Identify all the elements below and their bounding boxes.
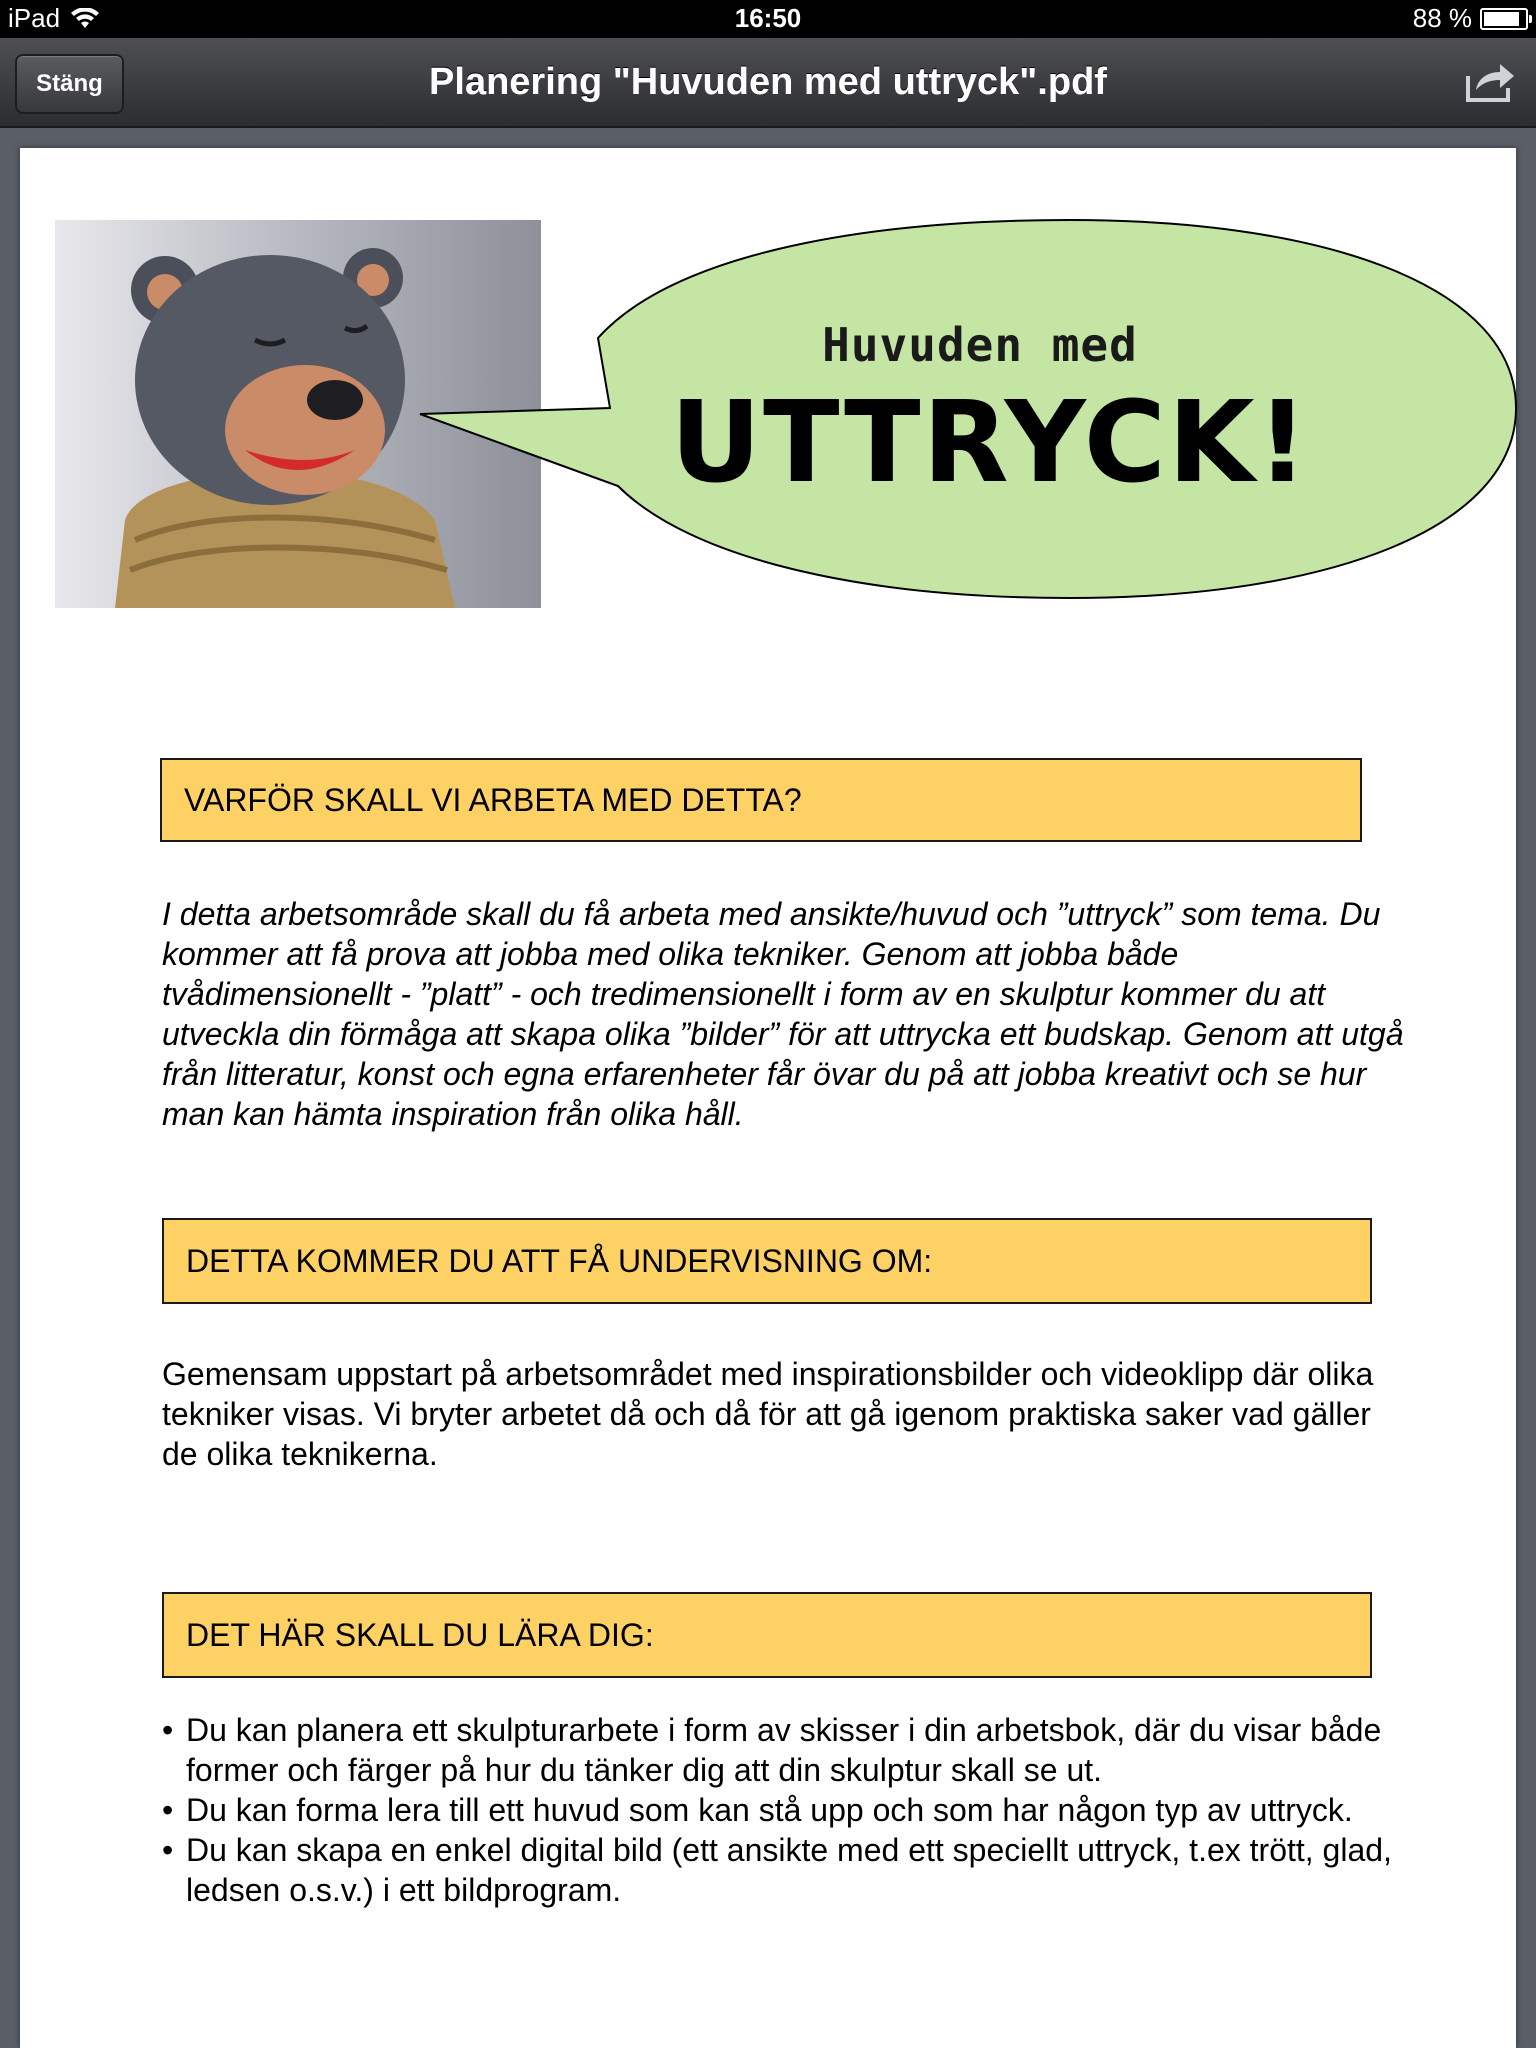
list-item: • Du kan planera ett skulpturarbete i form av skisser i din arbetsbok, där du visar både former och färger på hur du tänker dig att din skulptur skall se ut. bbox=[162, 1710, 1422, 1790]
section-heading-teaching: DETTA KOMMER DU ATT FÅ UNDERVISNING OM: bbox=[162, 1218, 1372, 1304]
device-label: iPad bbox=[8, 3, 61, 33]
section-text-teaching: Gemensam uppstart på arbetsområdet med inspirationsbilder och videoklipp där olika tekniker visas. Vi bryter arbetet då och då för att gå igenom praktiska saker vad gäller de olika teknikerna. bbox=[162, 1356, 1374, 1472]
section-heading-why: VARFÖR SKALL VI ARBETA MED DETTA? bbox=[160, 758, 1362, 842]
list-item: • Du kan skapa en enkel digital bild (ett ansikte med ett speciellt uttryck, t.ex trött, glad, ledsen o.s.v.) i ett bildprogram. bbox=[162, 1830, 1422, 1910]
section-heading-goals: DET HÄR SKALL DU LÄRA DIG: bbox=[162, 1592, 1372, 1678]
document-title: Planering "Huvuden med uttryck".pdf bbox=[429, 60, 1107, 103]
list-item: • Du kan forma lera till ett huvud som kan stå upp och som har någon typ av uttryck. bbox=[162, 1790, 1422, 1830]
battery-area bbox=[1413, 3, 1528, 34]
section-text-why: I detta arbetsområde skall du få arbeta med ansikte/huvud och ”uttryck” som tema. Du kommer att få prova att jobba med olika tekniker. Genom att jobba både tvådimensionellt - ”platt” - och tredimensionellt i form av en skulptur kommer du att utveckla din förmåga att skapa olika ”bilder” för att uttrycka ett budskap. Genom att utgå från litteratur, konst och egna erfarenheter får övar du på att jobba kreativt och se hur man kan hämta inspiration från olika håll. bbox=[162, 896, 1404, 1132]
battery-percent: 88 % bbox=[1412, 3, 1472, 33]
goals-list bbox=[162, 1710, 1422, 1910]
navigation-bar bbox=[0, 38, 1536, 128]
bubble-big-text: UTTRYCK! bbox=[670, 378, 1310, 508]
clock: 16:50 bbox=[734, 3, 802, 33]
bubble-small-text: Huvuden med bbox=[822, 318, 1138, 372]
share-icon[interactable] bbox=[1462, 58, 1518, 106]
pdf-page[interactable] bbox=[20, 148, 1516, 2048]
close-button[interactable]: Stäng bbox=[15, 54, 124, 114]
battery-icon bbox=[1480, 8, 1528, 30]
status-bar bbox=[0, 0, 1536, 38]
battery-fill bbox=[1484, 12, 1519, 26]
